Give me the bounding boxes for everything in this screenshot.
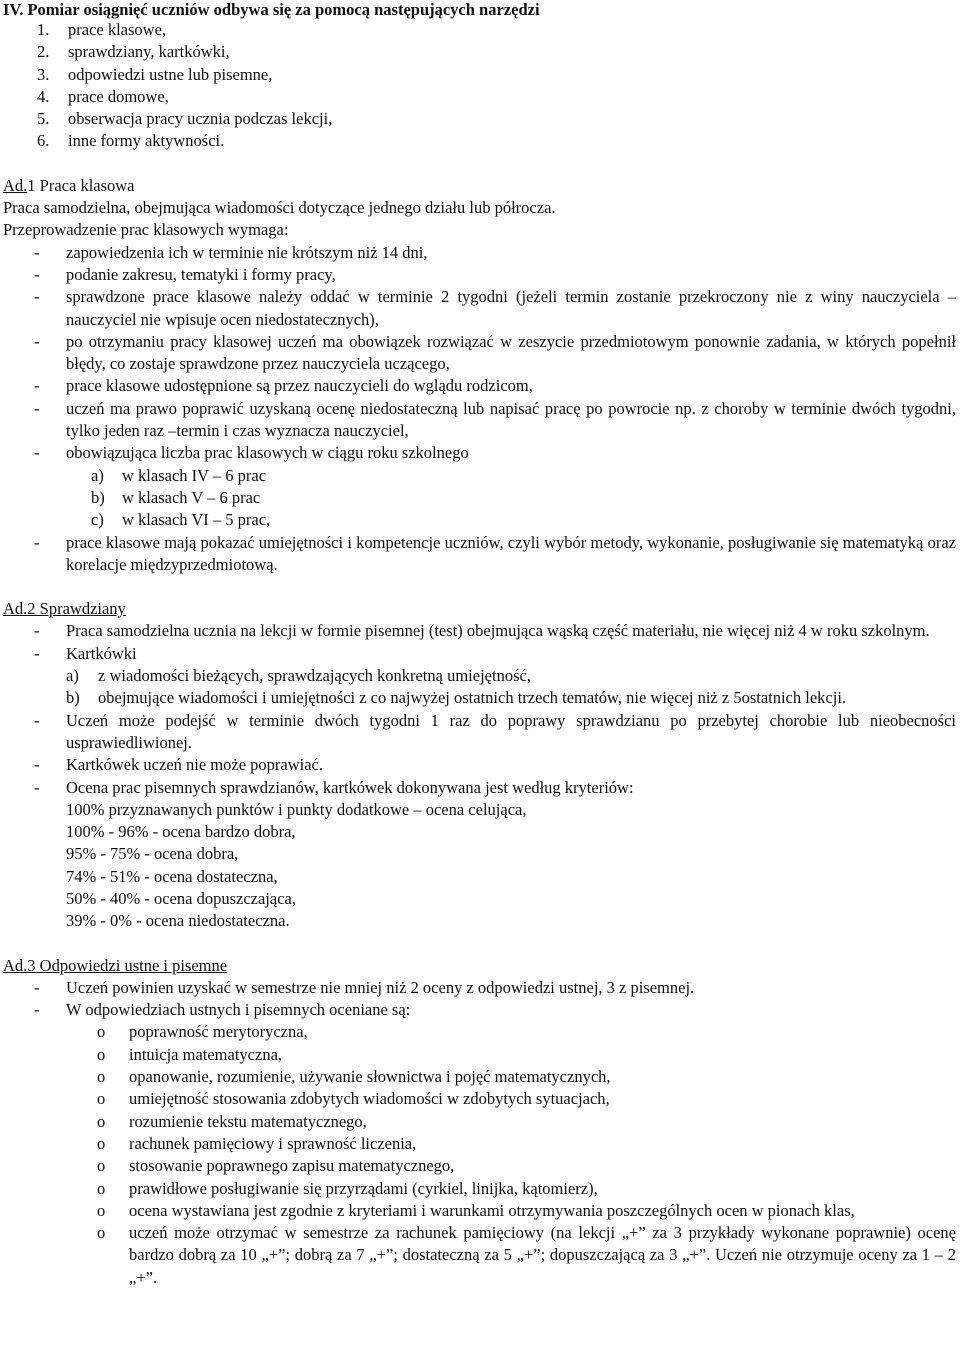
dash-marker: -: [34, 443, 40, 463]
list-item: [3, 1155, 956, 1177]
item-marker: b): [66, 688, 80, 708]
grade-line: 100% przyznawanych punktów i punkty dodatkowe – ocena celująca,: [66, 799, 527, 819]
bullet-marker: o: [97, 1111, 106, 1131]
section-title-praca-klasowa: [3, 175, 956, 197]
list-item: [3, 86, 956, 108]
dash-marker: -: [34, 755, 40, 775]
item-text: stosowanie poprawnego zapisu matematycznego,: [129, 1156, 455, 1176]
item-text: prace klasowe mają pokazać umiejętności i kompetencje uczniów, czyli wybór metody, wykonanie, posługiwanie się matematyką oraz korelacje międzyprzedmiotową.: [66, 532, 956, 574]
item-text: prace klasowe,: [68, 20, 167, 39]
list-item: [66, 687, 956, 709]
grade-line: 95% - 75% - ocena dobra,: [66, 844, 239, 864]
section-title-sprawdziany: Ad.2 Sprawdziany: [3, 599, 126, 619]
list-item: [3, 64, 956, 86]
item-text: obowiązująca liczba prac klasowych w ciągu roku szkolnego: [66, 443, 469, 463]
item-text: Ocena prac pisemnych sprawdzianów, kartkówek dokonywana jest według kryteriów:: [66, 777, 634, 797]
bullet-marker: o: [97, 1133, 106, 1153]
dash-marker: -: [34, 242, 40, 262]
odpowiedzi-list: [3, 977, 956, 1022]
item-text: poprawność merytoryczna,: [129, 1022, 308, 1042]
bullet-marker: o: [97, 1156, 106, 1176]
list-item: [3, 19, 956, 41]
dash-marker: -: [34, 710, 40, 730]
item-text: rozumienie tekstu matematycznego,: [129, 1111, 367, 1131]
bullet-marker: o: [97, 1223, 106, 1243]
item-number: 4.: [37, 86, 50, 106]
item-number: 2.: [37, 42, 50, 62]
item-text: sprawdzone prace klasowe należy oddać w terminie 2 tygodni (jeżeli termin zostanie przekroczony nie z winy nauczyciela – nauczyciel nie wpisuje ocen niedostatecznych),: [66, 287, 956, 329]
requirements-list: [3, 242, 956, 576]
list-item: [3, 1133, 956, 1155]
item-text: W odpowiedziach ustnych i pisemnych oceniane są:: [66, 1000, 411, 1020]
dash-marker: -: [34, 532, 40, 552]
dash-marker: -: [34, 264, 40, 284]
grade-line: 74% - 51% - ocena dostateczna,: [66, 866, 278, 886]
item-number: 3.: [37, 64, 50, 84]
item-marker: a): [66, 666, 79, 686]
item-text: uczeń może otrzymać w semestrze za rachunek pamięciowy (na lekcji „+” za 3 przykłady wykonane poprawnie) ocenę bardzo dobrą za 10 „+”; dobrą za 7 „+”; dostateczną za 5 „+”; dopuszczającą za 3 „+”. Uczeń nie otrzymuje oceny za 1 – 2 „+”.: [129, 1223, 956, 1287]
bullet-marker: o: [97, 1200, 106, 1220]
item-text: obejmujące wiadomości i umiejętności z co najwyżej ostatnich trzech tematów, nie więcej niż z 5ostatnich lekcji.: [98, 688, 847, 708]
list-item: [3, 130, 956, 152]
grade-line: 100% - 96% - ocena bardzo dobra,: [66, 822, 296, 842]
item-text: prace domowe,: [68, 86, 169, 106]
title-text: 1 Praca klasowa: [27, 175, 135, 195]
item-text: Praca samodzielna ucznia na lekcji w formie pisemnej (test) obejmująca wąską część materiału, nie więcej niż 4 w roku szkolnym.: [66, 621, 930, 641]
item-text: obserwacja pracy ucznia podczas lekcji,: [68, 109, 333, 129]
list-item: [3, 754, 956, 776]
item-text: z wiadomości bieżących, sprawdzających konkretną umiejętność,: [98, 666, 531, 686]
list-item: [66, 665, 956, 687]
item-marker: c): [91, 510, 104, 530]
dash-marker: -: [34, 621, 40, 641]
tools-list: [3, 19, 956, 153]
item-text: podanie zakresu, tematyki i formy pracy,: [66, 264, 336, 284]
list-item: [3, 1088, 956, 1110]
grade-line: 39% - 0% - ocena niedostateczna.: [66, 911, 290, 931]
list-item: [3, 286, 956, 331]
item-marker: a): [91, 465, 104, 485]
item-text: sprawdziany, kartkówki,: [68, 42, 230, 62]
list-item: [3, 108, 956, 130]
bullet-marker: o: [97, 1178, 106, 1198]
list-item: [3, 1178, 956, 1200]
item-text: Uczeń powinien uzyskać w semestrze nie mniej niż 2 oceny z odpowiedzi ustnej, 3 z pisemnej.: [66, 977, 695, 997]
dash-marker: -: [34, 977, 40, 997]
kartkowki-sublist: [66, 665, 956, 710]
item-text: zapowiedzenia ich w terminie nie krótszym niż 14 dni,: [66, 242, 428, 262]
item-text: w klasach IV – 6 prac: [122, 465, 267, 485]
list-item: [3, 999, 956, 1021]
dash-marker: -: [34, 287, 40, 307]
list-item: [3, 620, 956, 642]
dash-marker: -: [34, 331, 40, 351]
item-text: rachunek pamięciowy i sprawność liczenia,: [129, 1133, 417, 1153]
bullet-marker: o: [97, 1022, 106, 1042]
item-marker: b): [91, 487, 105, 507]
section-heading: IV. Pomiar osiągnięć uczniów odbywa się za pomocą następujących narzędzi: [3, 0, 540, 19]
sprawdziany-list: [3, 620, 956, 932]
list-item: [66, 465, 956, 487]
list-item: [3, 777, 956, 933]
dash-marker: -: [34, 1000, 40, 1020]
item-text: Kartkówek uczeń nie może poprawiać.: [66, 755, 324, 775]
grade-line: 50% - 40% - ocena dopuszczająca,: [66, 888, 296, 908]
list-item: [3, 977, 956, 999]
title-prefix: Ad.: [3, 175, 28, 195]
item-text: prawidłowe posługiwanie się przyrządami (cyrkiel, linijka, kątomierz),: [129, 1178, 598, 1198]
criteria-list: [3, 1021, 956, 1289]
list-item: [3, 710, 956, 755]
item-text: ocena wystawiana jest zgodnie z kryteriami i warunkami otrzymywania poszczególnych ocen w pionach klas,: [129, 1200, 855, 1220]
dash-marker: -: [34, 643, 40, 663]
paragraph: Praca samodzielna, obejmująca wiadomości dotyczące jednego działu lub półrocza.: [3, 198, 556, 218]
list-item: [3, 1044, 956, 1066]
item-text: w klasach VI – 5 prac,: [122, 510, 271, 530]
item-text: umiejętność stosowania zdobytych wiadomości w zdobytych sytuacjach,: [129, 1089, 610, 1109]
list-item: [3, 398, 956, 443]
item-text: odpowiedzi ustne lub pisemne,: [68, 64, 273, 84]
section-title-odpowiedzi: Ad.3 Odpowiedzi ustne i pisemne: [3, 955, 228, 975]
item-text: Kartkówki: [66, 643, 137, 663]
grading-criteria: [66, 799, 956, 933]
paragraph: Przeprowadzenie prac klasowych wymaga:: [3, 220, 289, 240]
item-text: opanowanie, rozumienie, używanie słownictwa i pojęć matematycznych,: [129, 1067, 611, 1087]
list-item: [3, 41, 956, 63]
list-item: [3, 1111, 956, 1133]
item-text: w klasach V – 6 prac: [122, 487, 261, 507]
item-number: 6.: [37, 131, 50, 151]
item-number: 5.: [37, 109, 50, 129]
item-text: intuicja matematyczna,: [129, 1044, 283, 1064]
list-item: [66, 487, 956, 509]
bullet-marker: o: [97, 1067, 106, 1087]
item-text: po otrzymaniu pracy klasowej uczeń ma obowiązek rozwiązać w zeszycie przedmiotowym ponownie zadania, w których popełnił błędy, co zostaje sprawdzone przez nauczyciela uczącego,: [66, 331, 956, 374]
item-text: inne formy aktywności.: [68, 131, 225, 151]
dash-marker: -: [34, 398, 40, 418]
classes-sublist: [66, 465, 956, 532]
list-item: [3, 331, 956, 376]
list-item: [3, 242, 956, 264]
list-item: [66, 509, 956, 531]
list-item: [3, 1021, 956, 1043]
list-item: [3, 1222, 956, 1289]
dash-marker: -: [34, 376, 40, 396]
list-item: [3, 375, 956, 397]
bullet-marker: o: [97, 1044, 106, 1064]
item-text: prace klasowe udostępnione są przez nauczycieli do wglądu rodzicom,: [66, 376, 533, 396]
list-item: [3, 264, 956, 286]
list-item: [3, 1066, 956, 1088]
list-item: [3, 643, 956, 710]
item-text: uczeń ma prawo poprawić uzyskaną ocenę niedostateczną lub napisać pracę po powrocie np. z choroby w terminie dwóch tygodni, tylko jeden raz –termin i czas wyznacza nauczyciel,: [66, 398, 956, 441]
dash-marker: -: [34, 777, 40, 797]
list-item: [3, 1200, 956, 1222]
list-item: [3, 532, 956, 577]
item-text: Uczeń może podejść w terminie dwóch tygodni 1 raz do poprawy sprawdzianu po przebytej chorobie lub nieobecności usprawiedliwionej.: [66, 710, 956, 752]
bullet-marker: o: [97, 1089, 106, 1109]
list-item: [3, 442, 956, 531]
item-number: 1.: [37, 20, 50, 39]
